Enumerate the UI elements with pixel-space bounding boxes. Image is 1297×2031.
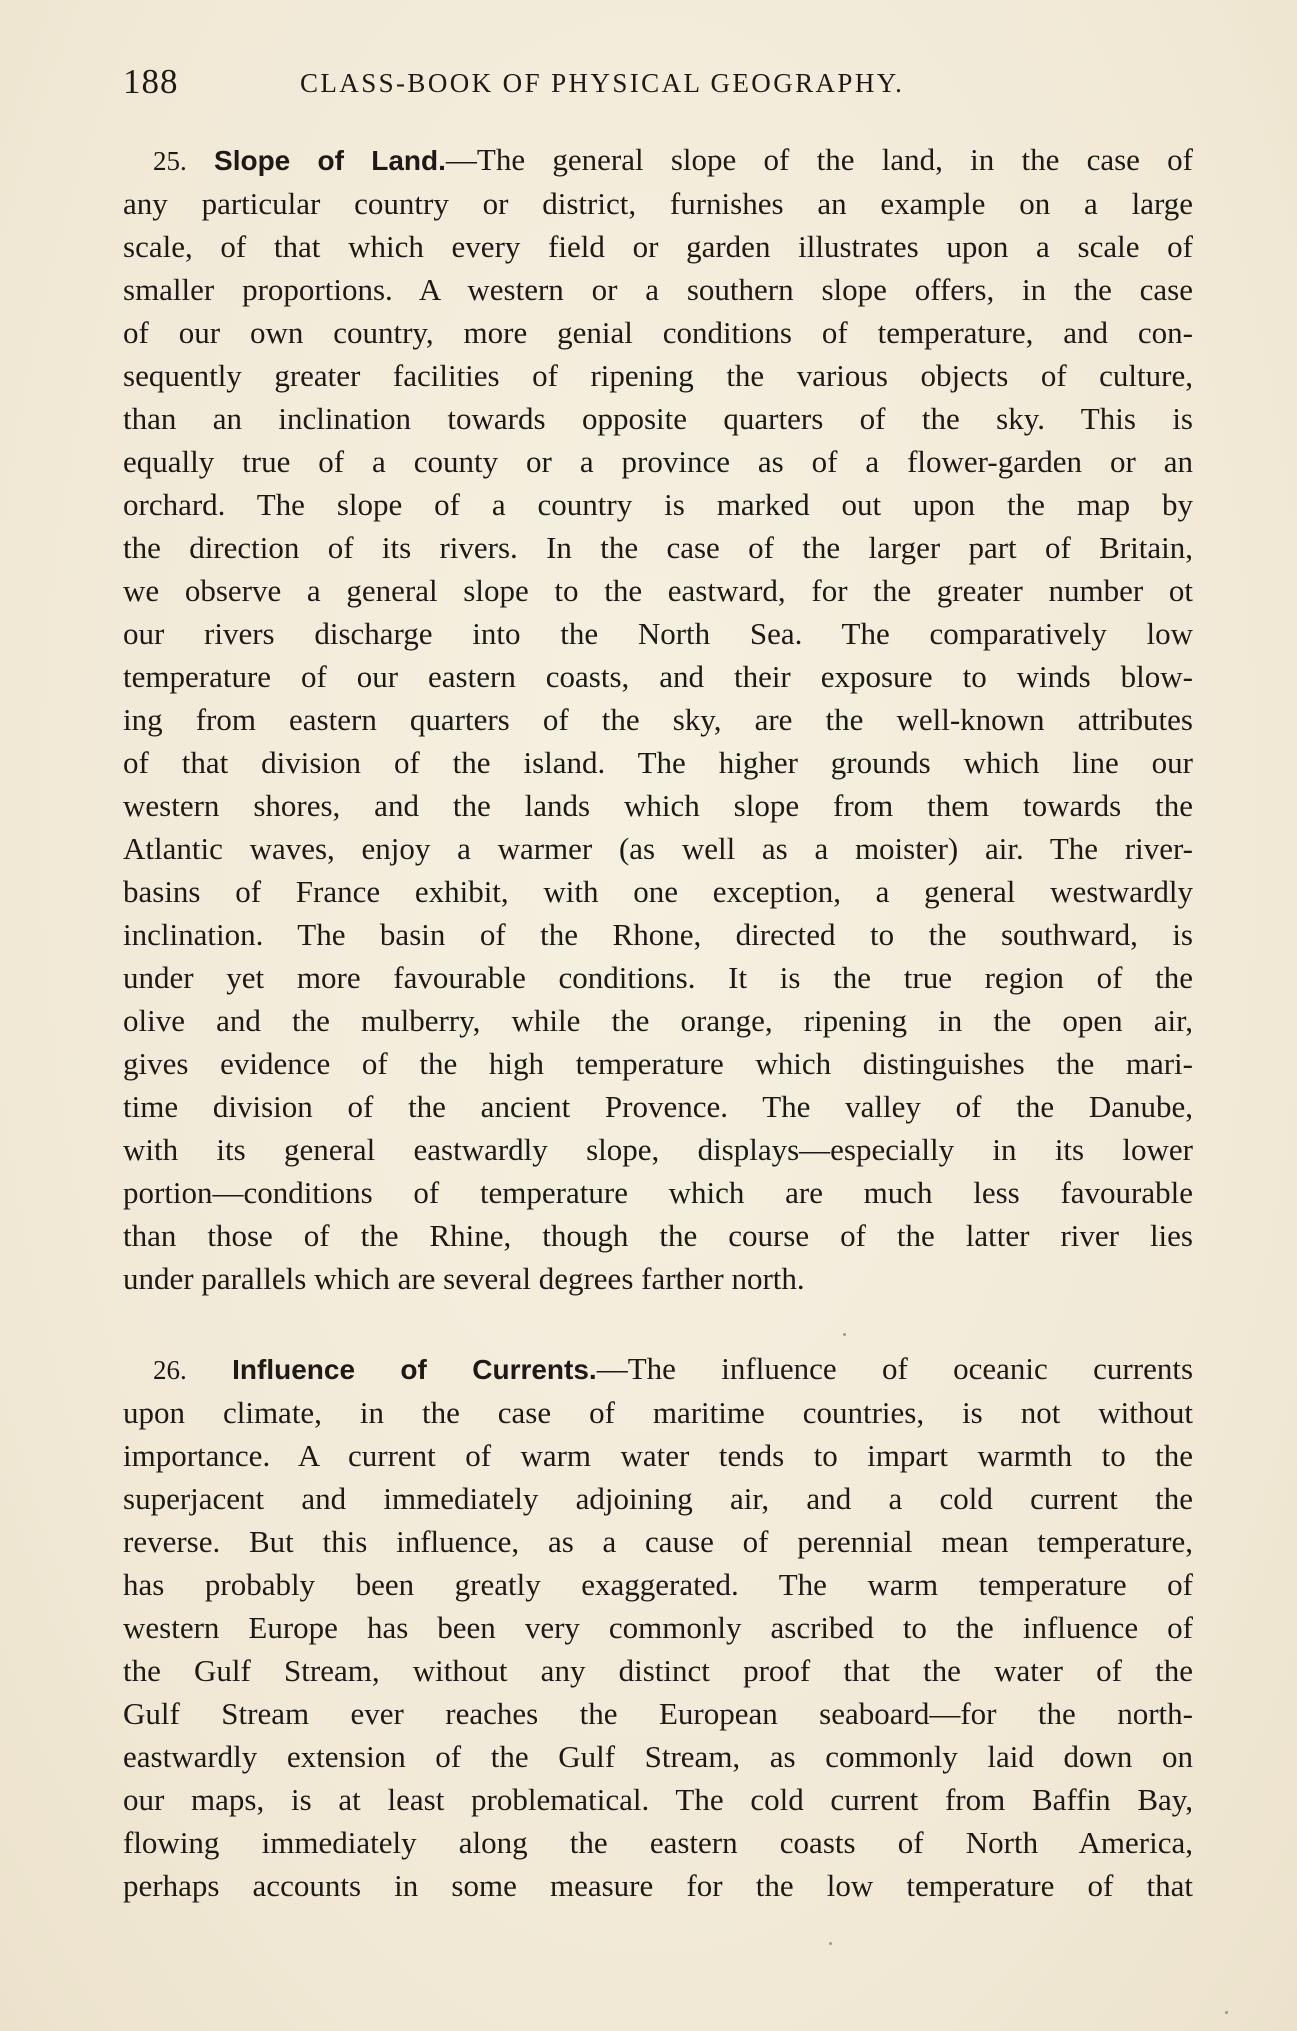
text-line: gives evidence of the high temperature which distinguishes the mari-	[123, 1046, 1193, 1081]
text-line: reverse. But this influence, as a cause of perennial mean temperature,	[123, 1524, 1193, 1559]
text-line: western shores, and the lands which slope from them towards the	[123, 788, 1193, 823]
running-head	[123, 62, 1193, 102]
text-line: portion—conditions of temperature which are much less favourable	[123, 1175, 1193, 1210]
text-line: our rivers discharge into the North Sea. The comparatively low	[123, 616, 1193, 651]
text-line: —The influence of oceanic currents	[596, 1351, 1194, 1386]
text-line: temperature of our eastern coasts, and their exposure to winds blow-	[123, 659, 1193, 694]
text-line: olive and the mulberry, while the orange, ripening in the open air,	[123, 1003, 1193, 1038]
page-number: 188	[123, 62, 179, 101]
paper-speck	[843, 1333, 846, 1336]
paper-speck	[829, 1942, 832, 1945]
text-line: the direction of its rivers. In the case of the larger part of Britain,	[123, 530, 1193, 565]
text-line: perhaps accounts in some measure for the low temperature of that	[123, 1868, 1193, 1903]
text-line: under parallels which are several degrees farther north.	[123, 1261, 805, 1296]
text-line: the Gulf Stream, without any distinct proof that the water of the	[123, 1653, 1193, 1688]
text-line: flowing immediately along the eastern coasts of North America,	[123, 1825, 1193, 1860]
text-line: of that division of the island. The higher grounds which line our	[123, 745, 1193, 780]
text-line: sequently greater facilities of ripening the various objects of culture,	[123, 358, 1193, 393]
section-number: 25.	[153, 146, 187, 176]
text-line: superjacent and immediately adjoining air, and a cold current the	[123, 1481, 1193, 1516]
text-line: of our own country, more genial conditions of temperature, and con-	[123, 315, 1193, 350]
section-number: 26.	[153, 1355, 187, 1385]
text-line: than an inclination towards opposite quarters of the sky. This is	[123, 401, 1193, 436]
section-heading-line	[153, 140, 1193, 180]
section-heading-line	[153, 1349, 1193, 1389]
text-line: eastwardly extension of the Gulf Stream, as commonly laid down on	[123, 1739, 1193, 1774]
text-line: ing from eastern quarters of the sky, are the well-known attributes	[123, 702, 1193, 737]
text-line: scale, of that which every field or garden illustrates upon a scale of	[123, 229, 1193, 264]
text-line: any particular country or district, furnishes an example on a large	[123, 186, 1193, 221]
text-line: than those of the Rhine, though the course of the latter river lies	[123, 1218, 1193, 1253]
text-line: Atlantic waves, enjoy a warmer (as well as a moister) air. The river-	[123, 831, 1193, 866]
text-line: basins of France exhibit, with one exception, a general westwardly	[123, 874, 1193, 909]
text-line: under yet more favourable conditions. It is the true region of the	[123, 960, 1193, 995]
text-line: our maps, is at least problematical. The cold current from Baffin Bay,	[123, 1782, 1193, 1817]
section-title: Slope of Land.	[214, 145, 446, 176]
paper-speck	[1225, 2011, 1228, 2014]
text-line: importance. A current of warm water tends to impart warmth to the	[123, 1438, 1193, 1473]
text-line: has probably been greatly exaggerated. The warm temperature of	[123, 1567, 1193, 1602]
text-line: western Europe has been very commonly ascribed to the influence of	[123, 1610, 1193, 1645]
text-line: —The general slope of the land, in the case of	[445, 142, 1194, 177]
text-line: inclination. The basin of the Rhone, directed to the southward, is	[123, 917, 1193, 952]
text-line: upon climate, in the case of maritime countries, is not without	[123, 1395, 1193, 1430]
section-title: Influence of Currents.	[232, 1354, 597, 1385]
text-line: Gulf Stream ever reaches the European seaboard—for the north-	[123, 1696, 1193, 1731]
text-line: smaller proportions. A western or a southern slope offers, in the case	[123, 272, 1193, 307]
text-line: time division of the ancient Provence. The valley of the Danube,	[123, 1089, 1193, 1124]
text-line: we observe a general slope to the eastward, for the greater number ot	[123, 573, 1193, 608]
text-line: with its general eastwardly slope, displays—especially in its lower	[123, 1132, 1193, 1167]
text-line: equally true of a county or a province as of a flower-garden or an	[123, 444, 1193, 479]
text-line: orchard. The slope of a country is marked out upon the map by	[123, 487, 1193, 522]
running-title: CLASS-BOOK OF PHYSICAL GEOGRAPHY.	[300, 68, 905, 98]
